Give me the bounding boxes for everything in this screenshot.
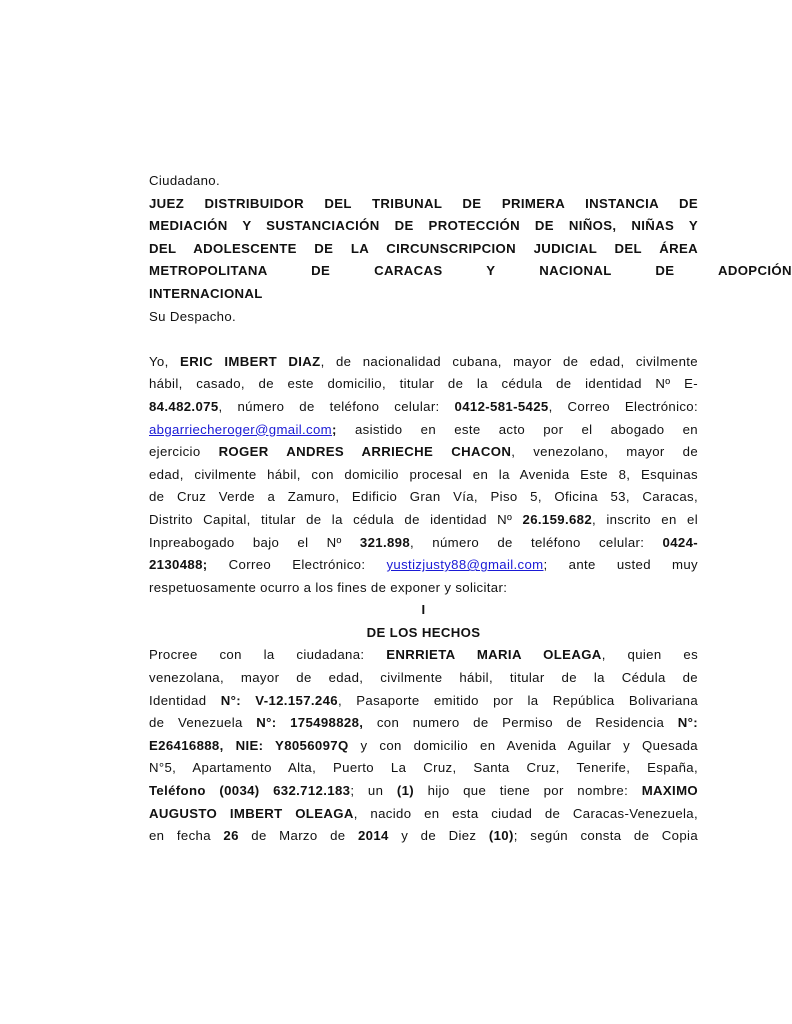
text: y con domicilio en Avenida Aguilar y Quesada xyxy=(348,737,698,753)
mother-name: ENRRIETA MARIA OLEAGA xyxy=(386,647,602,663)
office-line: Su Despacho. xyxy=(149,308,237,324)
section-numeral xyxy=(149,599,698,622)
text-line xyxy=(149,351,698,374)
mother-passport: N°: 175498828, xyxy=(256,715,364,731)
text-line xyxy=(149,554,698,577)
child-name: MAXIMO xyxy=(641,783,699,799)
text: , Pasaporte emitido por la República Bolivariana xyxy=(337,692,699,708)
text-line xyxy=(149,373,698,396)
text: hábil, casado, de este domicilio, titular de la cédula de identidad Nº E- xyxy=(149,376,698,392)
birth-day: 26 xyxy=(223,828,239,844)
text-line xyxy=(149,441,698,464)
addressee-text: INTERNACIONAL xyxy=(149,285,263,301)
text: con numero de Permiso de Residencia xyxy=(363,715,665,731)
salutation: Ciudadano. xyxy=(149,173,220,188)
text-line xyxy=(149,509,698,532)
section-title-text: DE LOS HECHOS xyxy=(366,624,481,640)
addressee-line xyxy=(149,238,698,261)
text-line xyxy=(149,644,698,667)
text: edad, civilmente hábil, con domicilio procesal en la Avenida Este 8, Esquinas xyxy=(149,466,698,482)
text: , quien es xyxy=(601,647,699,663)
text-line xyxy=(149,757,698,780)
lawyer-cedula: 26.159.682 xyxy=(522,511,593,527)
text: respetuosamente ocurro a los fines de exponer y solicitar: xyxy=(149,579,508,595)
section-numeral-text: I xyxy=(421,602,426,618)
text: N°5, Apartamento Alta, Puerto La Cruz, Santa Cruz, Tenerife, España, xyxy=(149,760,698,776)
text: ; ante usted muy xyxy=(543,557,698,573)
text-line xyxy=(149,825,698,848)
text: , de nacionalidad cubana, mayor de edad, civilmente xyxy=(320,353,698,369)
addressee-line xyxy=(149,283,698,306)
applicant-phone: 0412-581-5425 xyxy=(454,398,549,414)
applicant-name: ERIC IMBERT DIAZ xyxy=(180,353,321,369)
paragraph-gap xyxy=(149,328,698,351)
addressee-line xyxy=(149,193,698,216)
addressee-block xyxy=(149,193,792,329)
text: Identidad xyxy=(149,692,207,708)
text-line xyxy=(149,803,698,826)
text: , Correo Electrónico: xyxy=(548,398,698,414)
mother-phone: Teléfono (0034) 632.712.183 xyxy=(149,783,351,799)
text: en fecha xyxy=(149,828,211,844)
text-line xyxy=(149,532,698,555)
text: ; un xyxy=(350,783,384,799)
applicant-email-link[interactable]: abgarriecheroger@gmail.com xyxy=(149,421,333,437)
text: , venezolano, mayor de xyxy=(511,444,699,460)
birth-year: 2014 xyxy=(357,828,389,844)
text: ; según consta de Copia xyxy=(513,828,699,844)
text-line xyxy=(149,735,698,758)
child-count: (1) xyxy=(396,783,415,799)
text: Correo Electrónico: xyxy=(207,557,366,573)
addressee-line xyxy=(149,215,698,238)
addressee-text: JUEZ DISTRIBUIDOR DEL TRIBUNAL DE PRIMERA INSTANCIA DE xyxy=(149,195,698,211)
lawyer-phone: 2130488; xyxy=(149,557,208,573)
permit-number: E26416888, NIE: Y8056097Q xyxy=(149,737,349,753)
permit-label: N°: xyxy=(677,715,698,731)
text: ejercicio xyxy=(149,444,201,460)
text: de Marzo de xyxy=(238,828,346,844)
text: de Cruz Verde a Zamuro, Edificio Gran Vía, Piso 5, Oficina 53, Caracas, xyxy=(149,489,698,505)
text-line xyxy=(149,667,698,690)
text: asistido en este acto por el abogado en xyxy=(336,421,698,437)
text: , nacido en esta ciudad de Caracas-Venezuela, xyxy=(353,805,698,821)
lawyer-phone: 0424- xyxy=(662,534,698,550)
mother-id: N°: V-12.157.246 xyxy=(220,692,338,708)
text-line xyxy=(149,396,698,419)
text: venezolana, mayor de edad, civilmente hábil, titular de la Cédula de xyxy=(149,670,698,686)
text: , número de teléfono celular: xyxy=(410,534,645,550)
text-line xyxy=(149,780,698,803)
text: Yo, xyxy=(149,353,169,369)
child-name: AUGUSTO IMBERT OLEAGA xyxy=(149,805,354,821)
addressee-text: METROPOLITANA DE CARACAS Y NACIONAL DE ADOPCIÓN xyxy=(149,263,792,279)
inpreabogado-number: 321.898 xyxy=(359,534,411,550)
facts-paragraph xyxy=(149,644,698,847)
text: , inscrito en el xyxy=(592,511,698,527)
applicant-cedula: 84.482.075 xyxy=(149,398,219,414)
intro-paragraph xyxy=(149,351,698,600)
text-line xyxy=(149,486,698,509)
addressee-text: MEDIACIÓN Y SUSTANCIACIÓN DE PROTECCIÓN DE NIÑOS, NIÑAS Y xyxy=(149,218,698,234)
addressee-line xyxy=(149,260,792,283)
lawyer-email-link[interactable]: yustizjusty88@gmail.com xyxy=(386,557,544,573)
text: y de Diez xyxy=(388,828,477,844)
text: ; xyxy=(332,421,337,437)
text: hijo que tiene por nombre: xyxy=(414,783,629,799)
text-line xyxy=(149,577,698,600)
document-page xyxy=(149,170,792,848)
text-line xyxy=(149,712,698,735)
text-line xyxy=(149,690,698,713)
addressee-text: DEL ADOLESCENTE DE LA CIRCUNSCRIPCION JUDICIAL DEL ÁREA xyxy=(149,240,698,256)
text: , número de teléfono celular: xyxy=(218,398,440,414)
text-line xyxy=(149,464,698,487)
text: Procree con la ciudadana: xyxy=(149,647,365,663)
lawyer-name: ROGER ANDRES ARRIECHE CHACON xyxy=(218,444,512,460)
text: Distrito Capital, titular de la cédula de identidad Nº xyxy=(149,511,513,527)
section-title xyxy=(149,622,698,645)
text-line xyxy=(149,419,698,442)
text: Inpreabogado bajo el Nº xyxy=(149,534,342,550)
child-age: (10) xyxy=(488,828,514,844)
text: de Venezuela xyxy=(149,715,243,731)
